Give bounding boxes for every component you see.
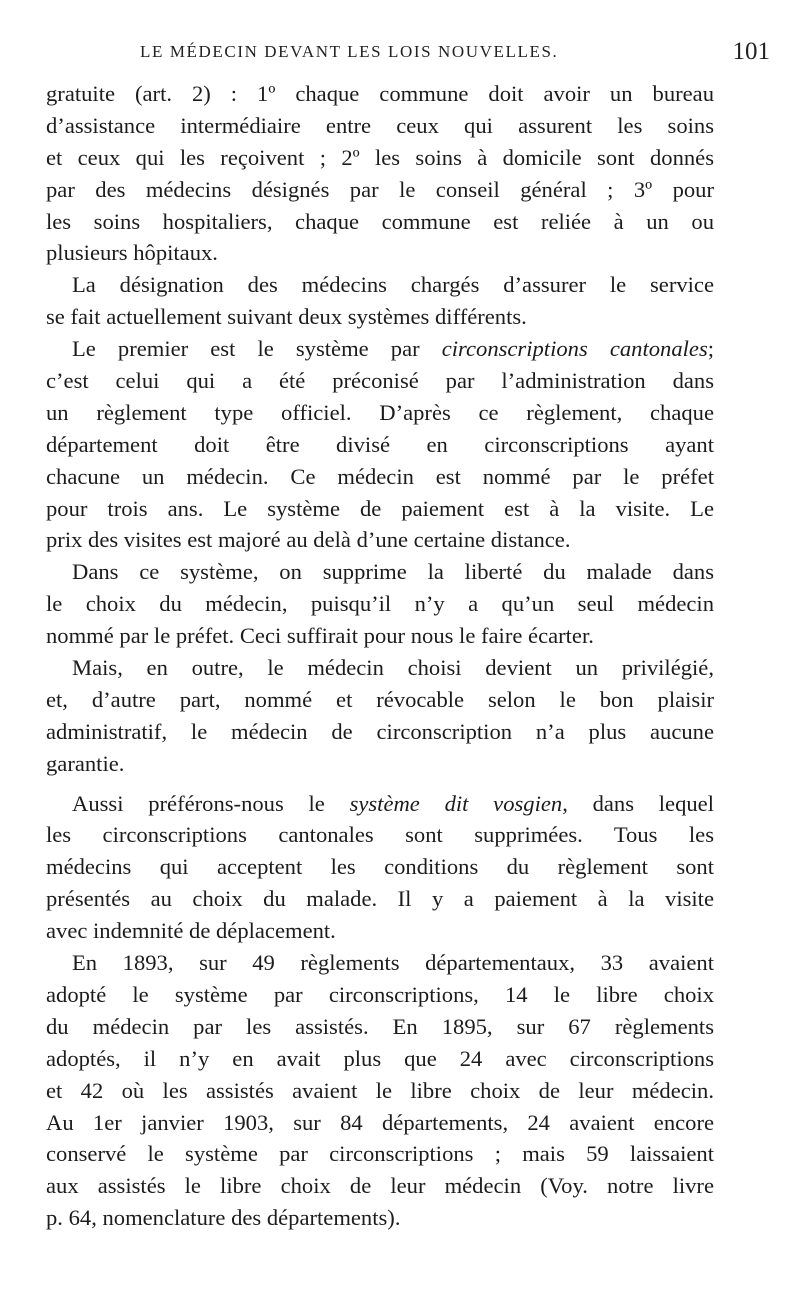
text-line: un règlement type officiel. D’après ce règlement, chaque: [46, 399, 714, 425]
text-line: Dans ce système, on supprime la liberté du malade dans: [72, 559, 714, 585]
paragraph-gap: [46, 780, 714, 788]
text-line: Au 1er janvier 1903, sur 84 départements, 24 avaient encore: [46, 1109, 714, 1135]
text-line: conservé le système par circonscriptions ; mais 59 laissaient: [46, 1141, 714, 1167]
text-line: le choix du médecin, puisqu’il n’y a qu’un seul médecin: [46, 591, 714, 617]
text-line: adopté le système par circonscriptions, 14 le libre choix: [46, 981, 714, 1007]
italic-term: circonscriptions cantonales: [441, 336, 708, 362]
running-title: LE MÉDECIN DEVANT LES LOIS NOUVELLES.: [140, 42, 559, 61]
page-number: 101: [732, 38, 770, 65]
text-line: En 1893, sur 49 règlements départementaux, 33 avaient: [72, 950, 714, 976]
text-line: p. 64, nomenclature des départements).: [46, 1205, 401, 1231]
text-line: Mais, en outre, le médecin choisi devient un privilégié,: [72, 655, 714, 681]
body-text: [46, 78, 714, 1234]
italic-term: système dit vosgien: [349, 790, 563, 816]
text-line: c’est celui qui a été préconisé par l’administration dans: [46, 368, 714, 394]
text-line: chacune un médecin. Ce médecin est nommé par le préfet: [46, 463, 714, 489]
text-line: et 42 où les assistés avaient le libre choix de leur médecin.: [46, 1077, 714, 1103]
text-line: nommé par le préfet. Ceci suffirait pour nous le faire écarter.: [46, 623, 594, 649]
text-run: Aussi préférons-nous le: [72, 790, 350, 816]
text-line: les circonscriptions cantonales sont supprimées. Tous les: [46, 822, 714, 848]
text-line: prix des visites est majoré au delà d’une certaine distance.: [46, 527, 571, 553]
text-line: aux assistés le libre choix de leur médecin (Voy. notre livre: [46, 1173, 714, 1199]
text-run: ;: [707, 336, 715, 362]
running-head: [140, 38, 770, 68]
text-line: [46, 333, 714, 365]
text-line: médecins qui acceptent les conditions du règlement sont: [46, 854, 714, 880]
text-line: d’assistance intermédiaire entre ceux qui assurent les soins: [46, 112, 714, 138]
text-line: garantie.: [46, 750, 125, 776]
text-run: Le premier est le système par: [72, 336, 442, 362]
text-run: , dans lequel: [562, 790, 714, 816]
text-line: gratuite (art. 2) : 1º chaque commune doit avoir un bureau: [46, 81, 714, 106]
text-line: pour trois ans. Le système de paiement est à la visite. Le: [46, 495, 714, 521]
text-line: du médecin par les assistés. En 1895, sur 67 règlements: [46, 1013, 714, 1039]
text-line: et, d’autre part, nommé et révocable selon le bon plaisir: [46, 686, 714, 712]
text-line: [46, 788, 714, 820]
text-line: avec indemnité de déplacement.: [46, 918, 336, 944]
text-line: adoptés, il n’y en avait plus que 24 avec circonscriptions: [46, 1045, 714, 1071]
text-line: par des médecins désignés par le conseil général ; 3º pour: [46, 176, 714, 202]
text-line: plusieurs hôpitaux.: [46, 240, 218, 266]
text-line: et ceux qui les reçoivent ; 2º les soins à domicile sont donnés: [46, 144, 714, 170]
text-line: se fait actuellement suivant deux systèmes différents.: [46, 304, 527, 330]
text-line: La désignation des médecins chargés d’assurer le service: [72, 272, 714, 298]
text-line: administratif, le médecin de circonscription n’a plus aucune: [46, 718, 714, 744]
text-line: département doit être divisé en circonscriptions ayant: [46, 431, 714, 457]
text-line: présentés au choix du malade. Il y a paiement à la visite: [46, 886, 714, 912]
text-line: les soins hospitaliers, chaque commune est reliée à un ou: [46, 208, 714, 234]
